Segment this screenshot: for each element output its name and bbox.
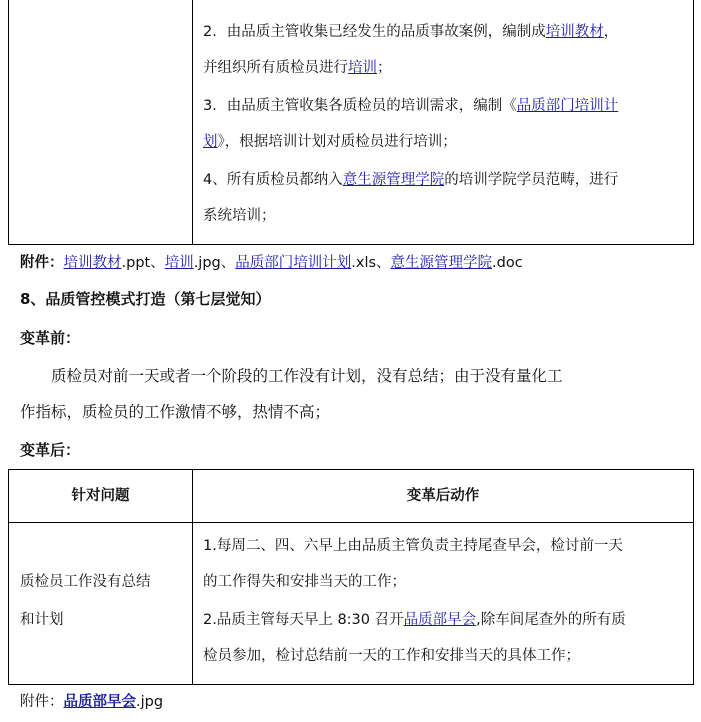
attachments-line-2	[20, 692, 163, 712]
table1-item4-line2	[203, 206, 276, 226]
header-issue: 针对问题	[71, 488, 130, 504]
link-management-academy[interactable]: 意生源管理学院	[342, 172, 445, 188]
attachment-ext: .jpg	[136, 694, 164, 710]
item2-punct: ，	[603, 24, 619, 40]
item2b-punct: ；	[377, 60, 392, 76]
action2-text: 2.品质主管每天早上 8:30 召开	[203, 612, 404, 628]
table1-item2-line2	[203, 58, 392, 78]
attachment-training-plan[interactable]: 品质部门培训计划	[235, 255, 352, 271]
attachments-label: 附件：	[20, 694, 64, 710]
action1-line1: 1.每周二、四、六早上由品质主管负责主持尾查早会，检讨前一天	[203, 538, 623, 554]
issue-cell-line2: 和计划	[20, 612, 64, 628]
attachment-ext: .doc	[492, 255, 523, 271]
attachment-ext: .ppt、	[121, 255, 165, 271]
link-training[interactable]: 培训	[348, 60, 377, 76]
table1-item3-line1	[203, 96, 618, 116]
link-training-plan[interactable]: 品质部门培训计	[516, 98, 619, 114]
attachment-training-materials[interactable]: 培训教材	[63, 255, 122, 271]
before-label: 变革前：	[20, 329, 81, 347]
after-label: 变革后：	[20, 441, 81, 459]
link-training-plan-cont[interactable]: 划	[203, 134, 218, 150]
item4-text: 4、所有质检员都纳入	[203, 172, 343, 188]
section-heading: 8、品质管控模式打造（第七层觉知）	[20, 290, 271, 308]
before-paragraph-line2: 作指标，质检员的工作激情不够，热情不高；	[20, 403, 331, 421]
action1-line2: 的工作得失和安排当天的工作；	[203, 574, 406, 590]
table1-item3-line2	[203, 132, 457, 152]
item4-post: 的培训学院学员范畴，进行	[444, 172, 619, 188]
attachment-ext: .xls、	[351, 255, 391, 271]
before-paragraph-line1: 质检员对前一天或者一个阶段的工作没有计划，没有总结；由于没有量化工	[51, 367, 563, 385]
issue-cell-line1: 质检员工作没有总结	[20, 574, 151, 590]
table-column-divider	[192, 0, 193, 244]
action2-line1	[203, 610, 626, 630]
attachment-ext: .jpg、	[193, 255, 236, 271]
item3-text: 3．由品质主管收集各质检员的培训需求，编制《	[203, 98, 517, 114]
attachments-label: 附件：	[20, 255, 64, 271]
table1-item2-line1	[203, 22, 618, 42]
link-quality-morning-meeting[interactable]: 品质部早会	[403, 612, 477, 628]
attachment-training[interactable]: 培训	[164, 255, 194, 271]
item4b-text: 系统培训；	[203, 208, 276, 224]
action2-line2: 检员参加，检讨总结前一天的工作和安排当天的具体工作；	[203, 648, 580, 664]
action2-post: ,除车间尾查外的所有质	[476, 612, 626, 628]
attachment-quality-morning-meeting[interactable]: 品质部早会	[63, 694, 136, 710]
attachment-management-academy[interactable]: 意生源管理学院	[390, 255, 493, 271]
link-training-materials[interactable]: 培训教材	[545, 24, 604, 40]
item2-text: 2．由品质主管收集已经发生的品质事故案例，编制成	[203, 24, 546, 40]
table-header-divider	[9, 522, 693, 523]
header-action: 变革后动作	[406, 488, 480, 504]
table1-item4-line1	[203, 170, 618, 190]
item3b-text: 》，根据培训计划对质检员进行培训；	[217, 134, 457, 150]
attachments-line-1	[20, 253, 523, 273]
item2b-text: 并组织所有质检员进行	[203, 60, 348, 76]
